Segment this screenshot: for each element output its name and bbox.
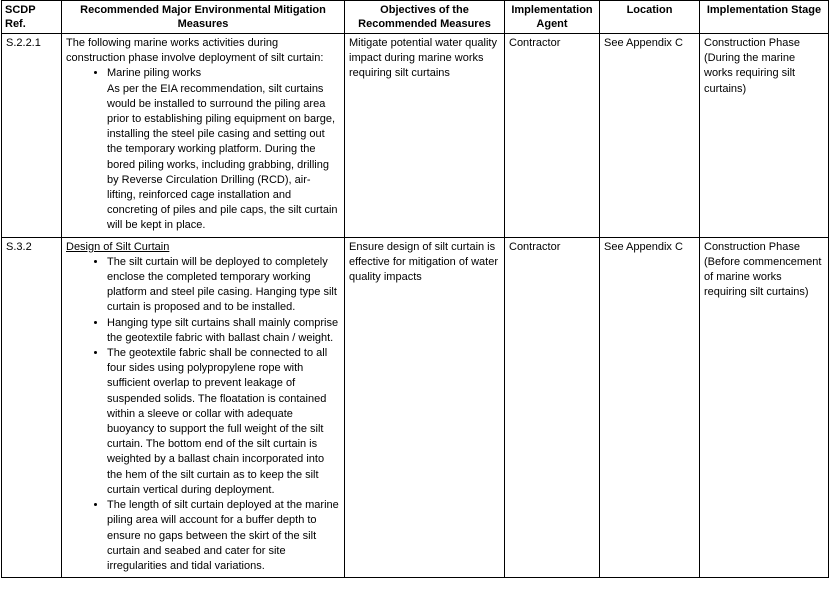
mitigation-measures-table [1,0,829,578]
header-location: Location [600,1,700,34]
header-implementation-agent: Implementation Agent [505,1,600,34]
row-location: See Appendix C [600,34,700,238]
measure-continuation: As per the EIA recommendation, silt curtains would be installed to surround the piling area prior to establishing piling equipment on barge, installing the steel pile casing and setting out the temporary working platform. During the bored piling works, including grabbing, drilling by Reverse Circulation Drilling (RCD), air-lifting, reinforced cage installation and concreting of piles and pile caps, the silt curtain will be kept in place. [107,82,338,232]
row-stage: Construction Phase (During the marine works requiring silt curtains) [700,34,829,238]
row-objective: Ensure design of silt curtain is effective for mitigation of water quality impacts [345,237,505,577]
row-objective: Mitigate potential water quality impact during marine works requiring silt curtains [345,34,505,238]
measure-bullet-list [66,255,339,574]
table-row [2,237,829,577]
measure-bullet: • Marine piling works [107,66,339,81]
measure-bullet: • Hanging type silt curtains shall mainly comprise the geotextile fabric with ballast chain / weight. [107,316,339,346]
table-row [2,34,829,238]
header-row [2,1,829,34]
measure-section-title: Design of Silt Curtain [66,240,170,253]
header-implementation-stage: Implementation Stage [700,1,829,34]
header-objectives: Objectives of the Recommended Measures [345,1,505,34]
row-ref: S.2.2.1 [2,34,62,238]
measure-bullet-list [66,66,339,81]
row-measures [62,34,345,238]
measure-bullet: • The silt curtain will be deployed to completely enclose the completed temporary working platform and steel pile casing. Hanging type silt curtain is proposed and to be installed. [107,255,339,316]
header-scdp-ref: SCDP Ref. [2,1,62,34]
row-stage: Construction Phase (Before commencement of marine works requiring silt curtains) [700,237,829,577]
measure-intro: The following marine works activities during construction phase involve deployment of silt curtain: [66,37,324,65]
measure-bullet: • The geotextile fabric shall be connected to all four sides using polypropylene rope with sufficient overlap to prevent leakage of suspended solids. The floatation is contained within a sleeve or collar with adequate buoyancy to support the full weight of the silt curtain. The bottom end of the silt curtain is weighted by a ballast chain incorporated into the hem of the silt curtain as to keep the silt curtain vertical during deployment. [107,346,339,498]
row-agent: Contractor [505,237,600,577]
measure-bullet: • The length of silt curtain deployed at the marine piling area will account for a buffer depth to ensure no gaps between the skirt of the silt curtain and seabed and cater for site irregularities and tidal variations. [107,498,339,574]
row-location: See Appendix C [600,237,700,577]
row-ref: S.3.2 [2,237,62,577]
header-mitigation-measures: Recommended Major Environmental Mitigation Measures [62,1,345,34]
row-agent: Contractor [505,34,600,238]
row-measures [62,237,345,577]
